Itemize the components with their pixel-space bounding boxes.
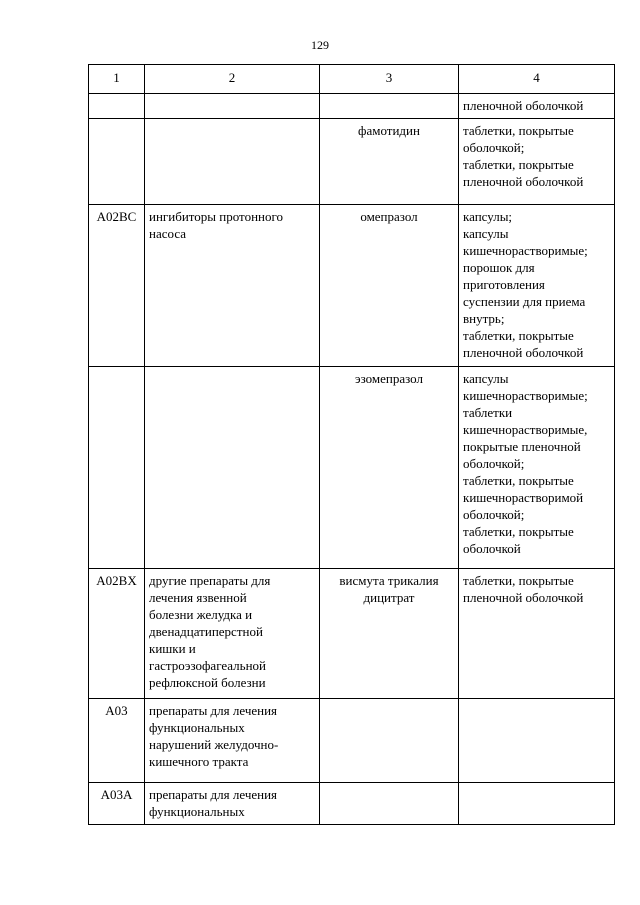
atc-code-cell: A02BC bbox=[89, 205, 145, 367]
dosage-forms-line: таблетки, покрытые bbox=[463, 328, 574, 343]
dosage-forms-line: приготовления bbox=[463, 277, 545, 292]
atc-code-cell: A03 bbox=[89, 699, 145, 783]
group-line: функциональных bbox=[149, 804, 245, 819]
dosage-forms-line: покрытые пленочной bbox=[463, 439, 581, 454]
dosage-forms-line: таблетки, покрытые bbox=[463, 524, 574, 539]
dosage-forms-line: пленочной оболочкой bbox=[463, 345, 584, 360]
table-row bbox=[89, 205, 615, 367]
group-cell bbox=[145, 119, 320, 205]
drug-cell bbox=[320, 367, 459, 569]
table-row bbox=[89, 367, 615, 569]
atc-code-cell: A02BX bbox=[89, 569, 145, 699]
header-cell-4: 4 bbox=[459, 65, 615, 94]
atc-code-cell bbox=[89, 94, 145, 119]
dosage-forms-cell bbox=[459, 205, 615, 367]
group-line: препараты для лечения bbox=[149, 703, 278, 718]
dosage-forms-line: таблетки bbox=[463, 405, 513, 420]
dosage-forms-cell bbox=[459, 783, 615, 825]
group-cell bbox=[145, 569, 320, 699]
drug-line: дицитрат bbox=[363, 590, 415, 605]
table-row bbox=[89, 783, 615, 825]
group-line: ингибиторы протонного bbox=[149, 209, 283, 224]
drug-cell bbox=[320, 569, 459, 699]
drug-line: омепразол bbox=[360, 209, 418, 224]
dosage-forms-line: оболочкой; bbox=[463, 140, 525, 155]
dosage-forms-line: кишечнорастворимые; bbox=[463, 243, 588, 258]
dosage-forms-line: кишечнорастворимые, bbox=[463, 422, 588, 437]
table-row bbox=[89, 569, 615, 699]
dosage-forms-line: внутрь; bbox=[463, 311, 505, 326]
group-cell bbox=[145, 94, 320, 119]
group-cell bbox=[145, 783, 320, 825]
dosage-forms-line: кишечнорастворимой bbox=[463, 490, 584, 505]
drug-line: фамотидин bbox=[358, 123, 420, 138]
group-cell bbox=[145, 367, 320, 569]
group-line: двенадцатиперстной bbox=[149, 624, 263, 639]
dosage-forms-line: капсулы bbox=[463, 371, 509, 386]
dosage-forms-line: капсулы; bbox=[463, 209, 513, 224]
header-row bbox=[89, 65, 615, 94]
header-cell-3: 3 bbox=[320, 65, 459, 94]
dosage-forms-line: таблетки, покрытые bbox=[463, 123, 574, 138]
page-number: 129 bbox=[311, 38, 329, 52]
drug-table bbox=[88, 64, 615, 825]
dosage-forms-line: оболочкой; bbox=[463, 456, 525, 471]
dosage-forms-cell bbox=[459, 94, 615, 119]
drug-line: эзомепразол bbox=[355, 371, 423, 386]
group-line: другие препараты для bbox=[149, 573, 271, 588]
drug-cell bbox=[320, 119, 459, 205]
dosage-forms-line: таблетки, покрытые bbox=[463, 573, 574, 588]
group-line: рефлюксной болезни bbox=[149, 675, 266, 690]
group-line: кишки и bbox=[149, 641, 196, 656]
dosage-forms-cell bbox=[459, 367, 615, 569]
dosage-forms-cell bbox=[459, 569, 615, 699]
dosage-forms-line: порошок для bbox=[463, 260, 535, 275]
dosage-forms-cell bbox=[459, 119, 615, 205]
table-row bbox=[89, 699, 615, 783]
table-row bbox=[89, 119, 615, 205]
atc-code-cell bbox=[89, 119, 145, 205]
group-line: функциональных bbox=[149, 720, 245, 735]
dosage-forms-line: пленочной оболочкой bbox=[463, 590, 584, 605]
dosage-forms-line: оболочкой bbox=[463, 541, 521, 556]
dosage-forms-line: таблетки, покрытые bbox=[463, 157, 574, 172]
group-cell bbox=[145, 699, 320, 783]
drug-cell bbox=[320, 205, 459, 367]
dosage-forms-line: пленочной оболочкой bbox=[463, 174, 584, 189]
drug-cell bbox=[320, 699, 459, 783]
dosage-forms-line: оболочкой; bbox=[463, 507, 525, 522]
dosage-forms-line: кишечнорастворимые; bbox=[463, 388, 588, 403]
group-line: болезни желудка и bbox=[149, 607, 253, 622]
header-cell-1: 1 bbox=[89, 65, 145, 94]
dosage-forms-line: суспензии для приема bbox=[463, 294, 586, 309]
atc-code-cell: A03A bbox=[89, 783, 145, 825]
group-line: насоса bbox=[149, 226, 187, 241]
table-row bbox=[89, 94, 615, 119]
header-cell-2: 2 bbox=[145, 65, 320, 94]
dosage-forms-line: капсулы bbox=[463, 226, 509, 241]
group-line: препараты для лечения bbox=[149, 787, 278, 802]
group-line: гастроэзофагеальной bbox=[149, 658, 267, 673]
group-line: нарушений желудочно- bbox=[149, 737, 279, 752]
drug-cell bbox=[320, 94, 459, 119]
group-cell bbox=[145, 205, 320, 367]
group-line: кишечного тракта bbox=[149, 754, 249, 769]
drug-cell bbox=[320, 783, 459, 825]
drug-line: висмута трикалия bbox=[339, 573, 439, 588]
atc-code-cell bbox=[89, 367, 145, 569]
dosage-forms-line: таблетки, покрытые bbox=[463, 473, 574, 488]
group-line: лечения язвенной bbox=[149, 590, 247, 605]
dosage-forms-cell bbox=[459, 699, 615, 783]
dosage-forms-line: пленочной оболочкой bbox=[463, 98, 584, 113]
